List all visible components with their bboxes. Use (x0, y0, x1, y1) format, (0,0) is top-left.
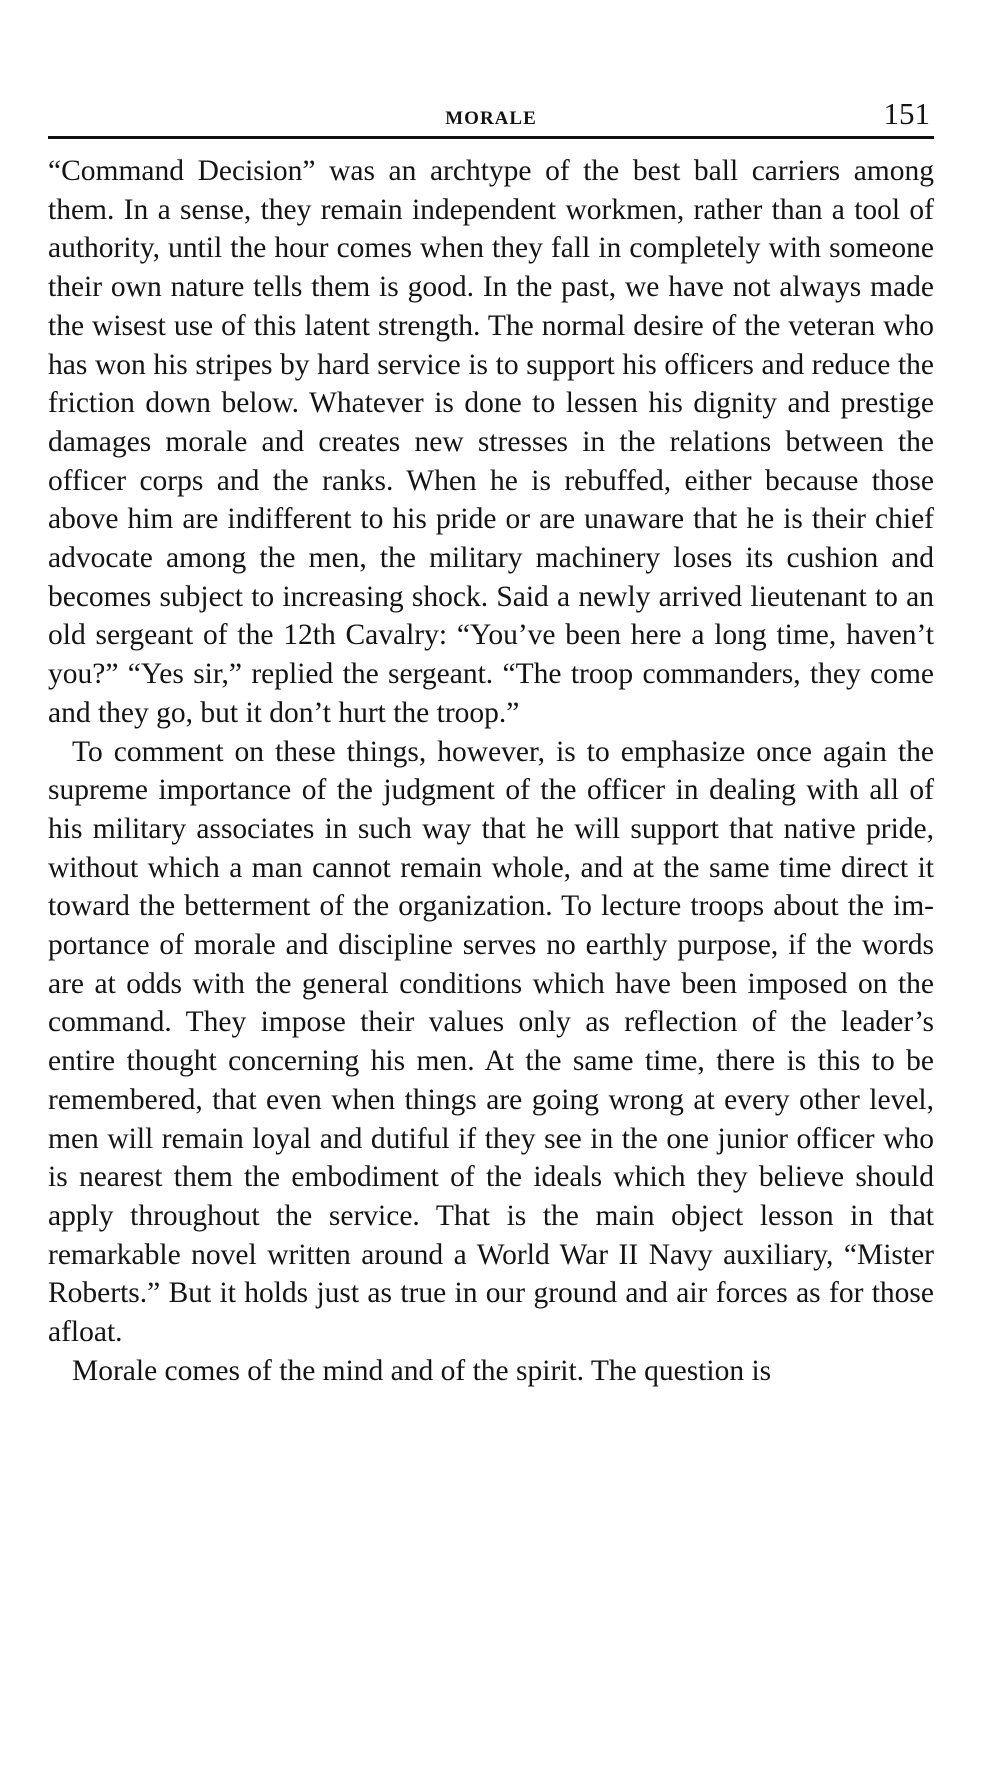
running-title: MORALE (445, 108, 537, 129)
running-head (48, 96, 934, 139)
paragraph-1: “Command Decision” was an archtype of the best ball carriers among them. In a sense, they remain independent workmen, rather than a tool of authority, until the hour comes when they fall in completely with someone their own nature tells them is good. In the past, we have not always made the wisest use of this latent strength. The normal desire of the veteran who has won his stripes by hard service is to support his officers and reduce the friction down below. Whatever is done to lessen his dignity and prestige damages morale and creates new stresses in the relations between the officer corps and the ranks. When he is rebuffed, either because those above him are indifferent to his pride or are unaware that he is their chief advocate among the men, the military machinery loses its cushion and becomes subject to increasing shock. Said a newly arrived lieutenant to an old sergeant of the 12th Cavalry: “You’ve been here a long time, haven’t you?” “Yes sir,” replied the sergeant. “The troop commanders, they come and they go, but it don’t hurt the troop.” (48, 155, 934, 729)
book-page (48, 96, 934, 1391)
paragraph-2: To comment on these things, however, is to emphasize once again the supreme importance of the judgment of the officer in dealing with all of his military associates in such way that he will support that native pride, without which a man cannot remain whole, and at the same time direct it toward the betterment of the organization. To lecture troops about the importance of morale and discipline serves no earthly purpose, if the words are at odds with the general conditions which have been imposed on the command. They impose their values only as reflection of the leader’s entire thought concerning his men. At the same time, there is this to be remembered, that even when things are going wrong at every other level, men will remain loyal and dutiful if they see in the one junior officer who is nearest them the embodiment of the ideals which they believe should apply throughout the service. That is the main object lesson in that remarkable novel written around a World War II Navy auxiliary, “Mister Roberts.” But it holds just as true in our ground and air forces as for those afloat. (48, 735, 934, 1349)
body-text (48, 152, 934, 1391)
paragraph-3: Morale comes of the mind and of the spirit. The question is (72, 1354, 772, 1387)
page-number: 151 (883, 96, 930, 131)
